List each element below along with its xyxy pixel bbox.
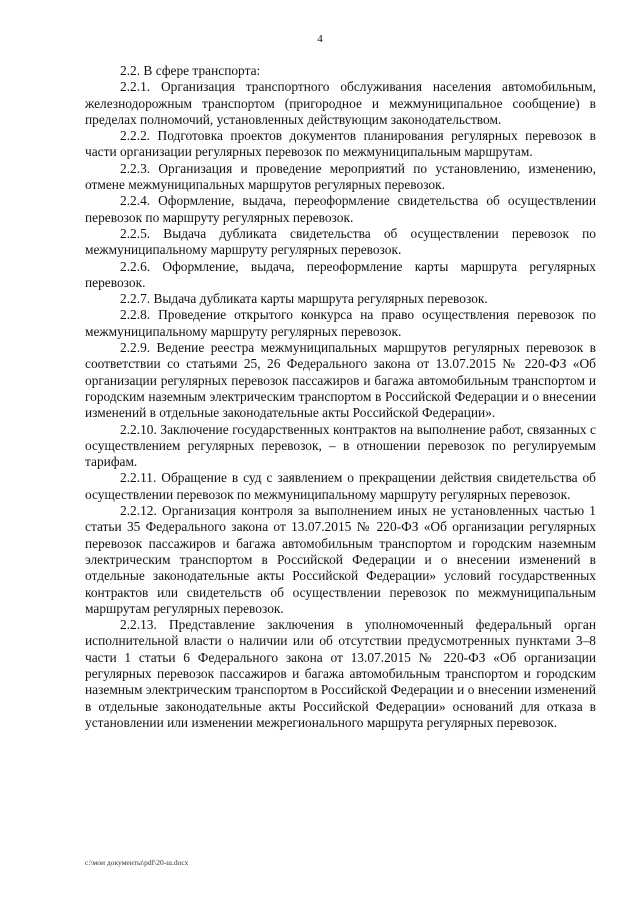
paragraph-2-2-5: 2.2.5. Выдача дубликата свидетельства об осуществлении перевозок по межмуниципальному маршруту регулярных перевозок. xyxy=(85,225,596,258)
paragraph-2-2-7: 2.2.7. Выдача дубликата карты маршрута регулярных перевозок. xyxy=(120,291,488,307)
paragraph-2-2-4: 2.2.4. Оформление, выдача, переоформление свидетельства об осуществлении перевозок по маршруту регулярных перевозок. xyxy=(85,193,596,225)
paragraph-2-2-8: 2.2.8. Проведение открытого конкурса на право осуществления перевозок по межмуниципальному маршруту регулярных перевозок. xyxy=(85,307,596,339)
paragraph-2-2-9: 2.2.9. Ведение реестра межмуниципальных маршрутов регулярных перевозок в соответствии со статьями 25, 26 Федерального закона от 13.07.2015 № 220-ФЗ «Об организации регулярных перевозок пассажиров и багажа автомобильным транспортом и городским наземным электрическим транспортом в Российской Федерации и о внесении изменений в отдельные законодательные акты Российской Федерации». xyxy=(85,340,596,421)
paragraph-2-2-13: 2.2.13. Представление заключения в уполномоченный федеральный орган исполнительной власти о наличии или об отсутствии предусмотренных пунктами 3–8 части 1 статьи 6 Федерального закона от 13.07.2015 № 220-ФЗ «Об организации регулярных перевозок пассажиров и багажа автомобильным транспортом и городским наземным электрическим транспортом в Российской Федерации и о внесении изменений в отдельные законодательные акты Российской Федерации» оснований для отказа в установлении или изменении межрегионального маршрута регулярных перевозок. xyxy=(85,617,596,730)
paragraph-2-2-11: 2.2.11. Обращение в суд с заявлением о прекращении действия свидетельства об осуществлении перевозок по межмуниципальному маршруту регулярных перевозок. xyxy=(85,470,596,502)
section-heading: 2.2. В сфере транспорта: xyxy=(120,63,261,78)
paragraph-2-2-1: 2.2.1. Организация транспортного обслуживания населения автомобильным, железнодорожным транспортом (пригородное и межмуниципальное сообщение) в пределах полномочий, установленных действующим законодательством. xyxy=(85,79,596,127)
document-body xyxy=(85,63,596,731)
footer-file-path: c:\мои документы\pdf\20-ш.docx xyxy=(85,858,189,867)
page-number: 4 xyxy=(317,33,323,45)
paragraph-2-2-12: 2.2.12. Организация контроля за выполнением иных не установленных частью 1 статьи 35 Федерального закона от 13.07.2015 № 220-ФЗ «Об организации регулярных перевозок пассажиров и багажа автомобильным транспортом и городским наземным электрическим транспортом в Российской Федерации и о внесении изменений в отдельные законодательные акты Российской Федерации» условий государственных контрактов или свидетельств об осуществлении перевозок по межмуниципальным маршрутам регулярных перевозок. xyxy=(85,503,596,616)
paragraph-2-2-2: 2.2.2. Подготовка проектов документов планирования регулярных перевозок в части организации регулярных перевозок по межмуниципальным маршрутам. xyxy=(85,128,596,160)
paragraph-2-2-3: 2.2.3. Организация и проведение мероприятий по установлению, изменению, отмене межмуниципальных маршрутов регулярных перевозок. xyxy=(85,160,596,193)
paragraph-2-2-10: 2.2.10. Заключение государственных контрактов на выполнение работ, связанных с осуществлением регулярных перевозок, – в отношении перевозок по регулируемым тарифам. xyxy=(85,421,596,470)
paragraph-2-2-6: 2.2.6. Оформление, выдача, переоформление карты маршрута регулярных перевозок. xyxy=(85,258,596,290)
